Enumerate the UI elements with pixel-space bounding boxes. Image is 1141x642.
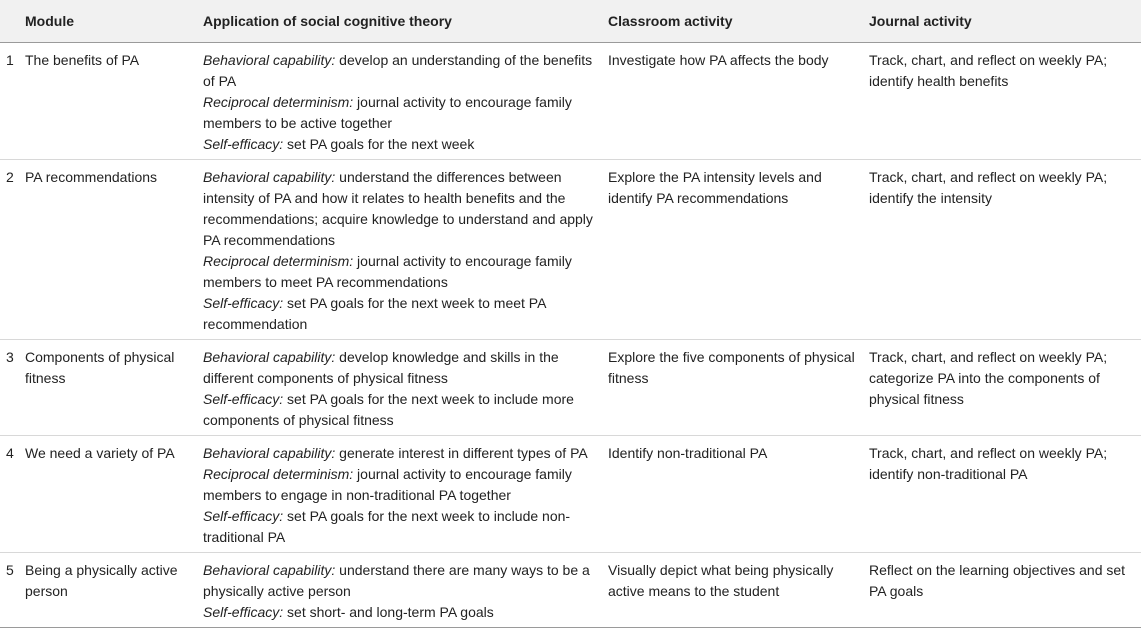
construct-label: Reciprocal determinism: [203, 94, 354, 110]
construct-label: Behavioral capability: [203, 562, 336, 578]
construct-description: understand the differences between intensity of PA and how it relates to health benefits and the recommendations; acquire knowledge to understand and apply PA recommendations [203, 169, 593, 248]
table-row [0, 43, 1141, 160]
application-entry [203, 167, 604, 251]
table-header-row [0, 0, 1141, 43]
application-entry [203, 602, 604, 623]
application-cell [203, 43, 608, 160]
construct-label: Behavioral capability: [203, 445, 336, 461]
module-name: The benefits of PA [25, 52, 140, 68]
journal-activity: Track, chart, and reflect on weekly PA; identify health benefits [869, 52, 1108, 89]
construct-description: set short- and long-term PA goals [283, 604, 494, 620]
journal-activity: Track, chart, and reflect on weekly PA; identify the intensity [869, 169, 1108, 206]
journal-activity: Track, chart, and reflect on weekly PA; categorize PA into the components of physical fitness [869, 349, 1108, 407]
module-name: Being a physically active person [25, 562, 178, 599]
classroom-activity: Investigate how PA affects the body [608, 52, 829, 68]
construct-description: develop an understanding of the benefits of PA [203, 52, 593, 89]
construct-label: Self-efficacy: [203, 604, 284, 620]
construct-description: develop knowledge and skills in the different components of physical fitness [203, 349, 559, 386]
header-application: Application of social cognitive theory [203, 0, 608, 43]
module-name: Components of physical fitness [25, 349, 175, 386]
application-entry [203, 389, 604, 431]
classroom-activity: Identify non-traditional PA [608, 445, 768, 461]
table-row [0, 160, 1141, 340]
header-classroom: Classroom activity [608, 0, 869, 43]
application-entry [203, 50, 604, 92]
construct-description: set PA goals for the next week to include more components of physical fitness [203, 391, 574, 428]
classroom-activity: Visually depict what being physically active means to the student [608, 562, 834, 599]
construct-description: set PA goals for the next week to meet PA recommendation [203, 295, 546, 332]
application-entry [203, 347, 604, 389]
construct-label: Behavioral capability: [203, 52, 336, 68]
module-name: PA recommendations [25, 169, 158, 185]
construct-description: generate interest in different types of PA [335, 445, 588, 461]
construct-description: understand there are many ways to be a physically active person [203, 562, 590, 599]
construct-description: journal activity to encourage family members to engage in non-traditional PA together [203, 466, 572, 503]
table-row [0, 553, 1141, 628]
header-module: Module [0, 0, 203, 43]
application-cell [203, 436, 608, 553]
journal-activity: Reflect on the learning objectives and set PA goals [869, 562, 1126, 599]
application-entry [203, 506, 604, 548]
construct-description: journal activity to encourage family members to be active together [203, 94, 572, 131]
application-entry [203, 134, 604, 155]
row-number: 3 [6, 349, 14, 365]
application-entry [203, 92, 604, 134]
row-number: 4 [6, 445, 14, 461]
construct-label: Self-efficacy: [203, 295, 284, 311]
application-entry [203, 443, 604, 464]
table-row [0, 436, 1141, 553]
construct-label: Reciprocal determinism: [203, 466, 354, 482]
construct-description: set PA goals for the next week to include non-traditional PA [203, 508, 571, 545]
header-journal: Journal activity [869, 0, 1141, 43]
construct-description: journal activity to encourage family members to meet PA recommendations [203, 253, 572, 290]
row-number: 5 [6, 562, 14, 578]
construct-label: Behavioral capability: [203, 349, 336, 365]
construct-label: Self-efficacy: [203, 136, 284, 152]
construct-description: set PA goals for the next week [283, 136, 475, 152]
classroom-activity: Explore the five components of physical fitness [608, 349, 855, 386]
construct-label: Reciprocal determinism: [203, 253, 354, 269]
classroom-activity: Explore the PA intensity levels and identify PA recommendations [608, 169, 822, 206]
construct-label: Self-efficacy: [203, 391, 284, 407]
application-entry [203, 293, 604, 335]
construct-label: Self-efficacy: [203, 508, 284, 524]
row-number: 1 [6, 52, 14, 68]
application-cell [203, 340, 608, 436]
row-number: 2 [6, 169, 14, 185]
application-entry [203, 560, 604, 602]
application-entry [203, 464, 604, 506]
table-row [0, 340, 1141, 436]
application-entry [203, 251, 604, 293]
application-cell [203, 160, 608, 340]
application-cell [203, 553, 608, 628]
construct-label: Behavioral capability: [203, 169, 336, 185]
journal-activity: Track, chart, and reflect on weekly PA; identify non-traditional PA [869, 445, 1108, 482]
module-name: We need a variety of PA [25, 445, 175, 461]
